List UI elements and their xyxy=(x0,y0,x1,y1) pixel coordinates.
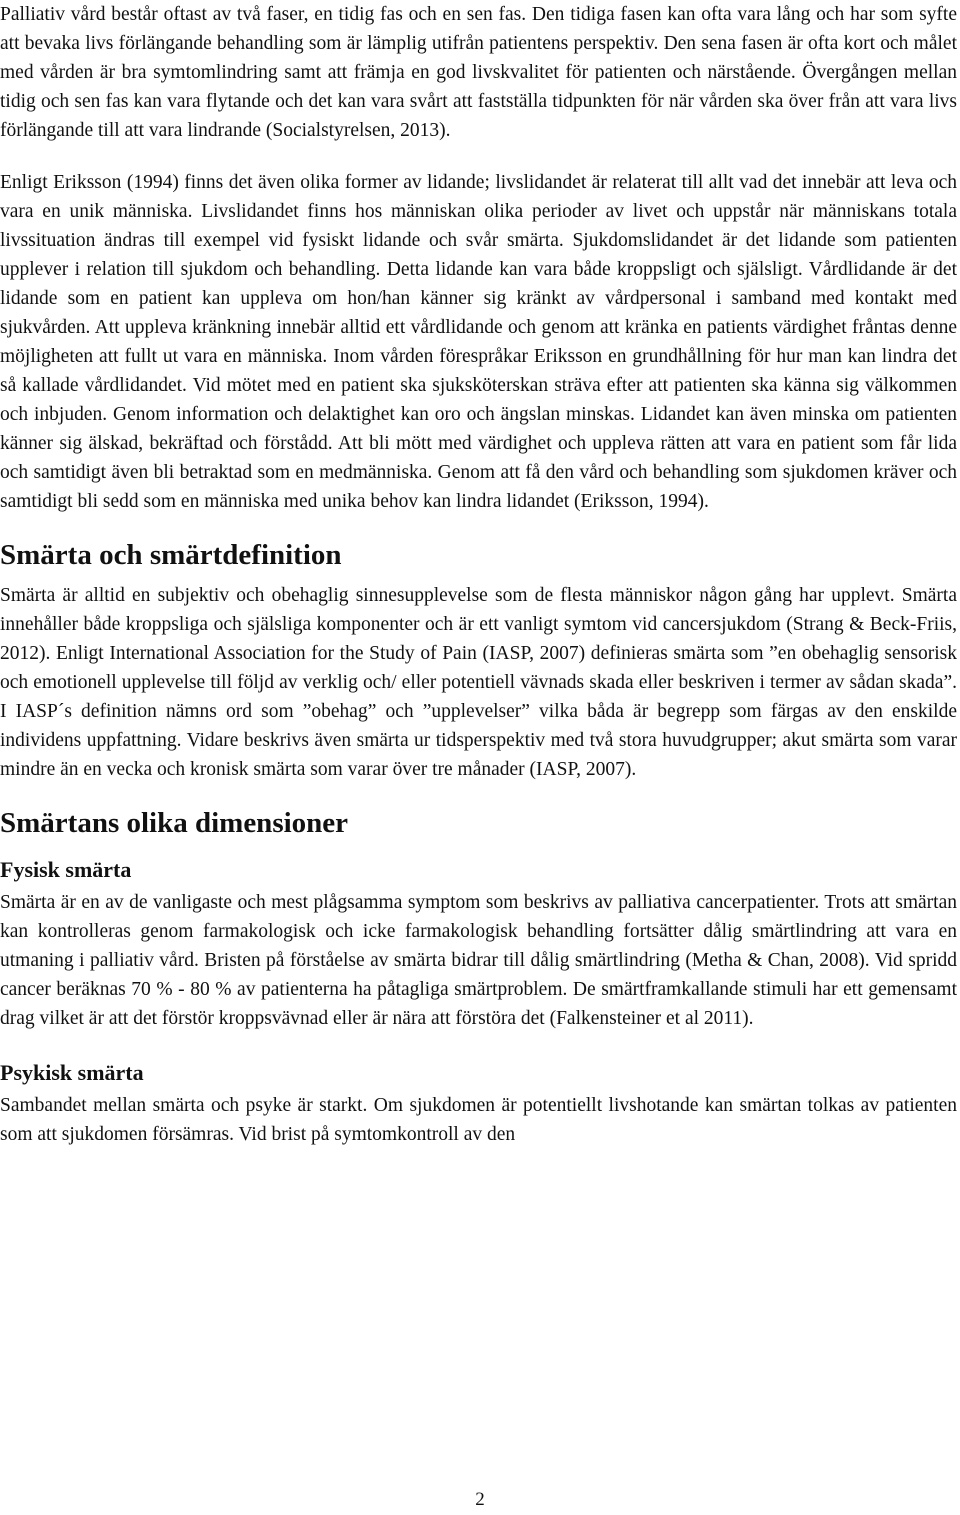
section-heading-pain-definition: Smärta och smärtdefinition xyxy=(0,539,342,571)
body-paragraph-pain-definition: Smärta är alltid en subjektiv och obehaglig sinnesupplevelse som de flesta människor någon gång har upplevt. Smärta innehåller både kroppsliga och själsliga komponenter och är ett vanligt symtom vid cancersjukdom (Strang & Beck-Friis, 2012). Enligt International Association for the Study of Pain (IASP, 2007) definieras smärta som ”en obehaglig sensorisk och emotionell upplevelse till följd av verklig och/ eller potentiell vävnads skada eller beskriven i termer av sådan skada”. I IASP´s definition nämns ord som ”obehag” och ”upplevelser” vilka båda är begrepp som färgas av den enskilde individens uppfattning. Vidare beskrivs även smärta ur tidsperspektiv med två stora huvudgrupper; akut smärta som varar mindre än en vecka och kronisk smärta som varar över tre månader (IASP, 2007). xyxy=(0,585,957,780)
section-heading-pain-dimensions: Smärtans olika dimensioner xyxy=(0,807,349,839)
body-paragraph-physical-pain: Smärta är en av de vanligaste och mest plågsamma symptom som beskrivs av palliativa cancerpatienter. Trots att smärtan kan kontrolleras genom farmakologisk och icke farmakologisk behandling fortsätter dålig smärtlindring att vara en utmaning i palliativ vård. Bristen på förståelse av smärta bidrar till dålig smärtlindring (Metha & Chan, 2008). Vid spridd cancer beräknas 70 % - 80 % av patienterna ha påtagliga smärtproblem. De smärtframkallande stimuli har ett gemensamt drag vilket är att det förstör kroppsvävnad eller är nära att förstöra det (Falkensteiner et al 2011). xyxy=(0,892,957,1029)
subheading-psychological-pain: Psykisk smärta xyxy=(0,1060,144,1085)
body-paragraph-psychological-pain: Sambandet mellan smärta och psyke är starkt. Om sjukdomen är potentiellt livshotande kan smärtan tolkas av patienten som att sjukdomen försämras. Vid brist på symtomkontroll av den xyxy=(0,1095,957,1145)
body-paragraph-suffering: Enligt Eriksson (1994) finns det även olika former av lidande; livslidandet är relaterat till allt vad det innebär att leva och vara en unik människa. Livslidandet finns hos människan olika perioder av livet och uppstår när människans totala livssituation ändras till exempel vid fysiskt lidande och svår smärta. Sjukdomslidandet är det lidande som patienten upplever i relation till sjukdom och behandling. Detta lidande kan vara både kroppsligt och själsligt. Vårdlidande är det lidande som en patient kan uppleva om hon/han känner sig kränkt av vårdpersonal i samband med kontakt med sjukvården. Att uppleva kränkning innebär alltid ett vårdlidande och genom att kränka en patients värdighet fråntas denne möjligheten att fullt ut vara en människa. Inom vården förespråkar Eriksson en grundhållning för hur man kan lindra det så kallade vårdlidandet. Vid mötet med en patient ska sjuksköterskan sträva efter att patienten ska känna sig välkommen och inbjuden. Genom information och delaktighet kan oro och ängslan minskas. Lidandet kan även minska om patienten känner sig älskad, bekräftad och förstådd. Att bli mött med värdighet och uppleva rätten att vara en patient som får lida och samtidigt även bli betraktad som en medmänniska. Genom att få den vård och behandling som sjukdomen kräver och samtidigt bli sedd som en människa med unika behov kan lindra lidandet (Eriksson, 1994). xyxy=(0,172,957,512)
page-number: 2 xyxy=(475,1489,485,1510)
body-paragraph-palliative-phases: Palliativ vård består oftast av två faser, en tidig fas och en sen fas. Den tidiga fasen kan ofta vara lång och har som syfte att bevaka livs förlängande behandling som är lämplig utifrån patientens perspektiv. Den sena fasen är ofta kort och målet med vården är bra symtomlindring samt att främja en god livskvalitet för patienten och närstående. Övergången mellan tidig och sen fas kan vara flytande och det kan vara svårt att fastställa tidpunkten för när vården ska över från att vara livs förlängande till att vara lindrande (Socialstyrelsen, 2013). xyxy=(0,4,957,141)
subheading-physical-pain: Fysisk smärta xyxy=(0,857,132,882)
